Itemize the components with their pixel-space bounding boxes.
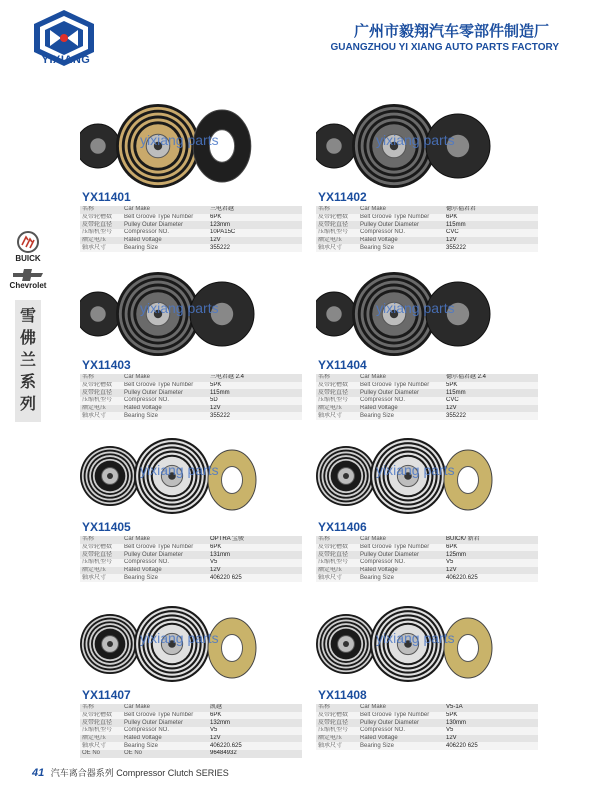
watermark-text: yixiang parts	[140, 300, 219, 316]
spec-value: 406220.625	[208, 742, 302, 750]
spec-label-cn: 额定电压	[80, 735, 122, 743]
spec-row	[316, 389, 538, 397]
spec-value: 12V	[208, 237, 302, 245]
spec-row	[80, 374, 302, 382]
spec-row	[80, 229, 302, 237]
spec-label-cn: 名称	[80, 206, 122, 214]
spec-value: 96484932	[208, 750, 302, 758]
product-photo	[80, 432, 302, 518]
spec-value: 406220.625	[444, 574, 538, 582]
spec-label-en: Compressor NO.	[122, 397, 208, 405]
spec-label-cn: 皮带轮槽数	[80, 214, 122, 222]
spec-row	[316, 412, 538, 420]
spec-label-cn: 压缩机型号	[80, 397, 122, 405]
spec-label-en: Rated Voltage	[122, 237, 208, 245]
spec-label-en: Rated Voltage	[122, 735, 208, 743]
spec-label-cn: 压缩机型号	[316, 229, 358, 237]
spec-label-cn: 名称	[80, 374, 122, 382]
spec-label-en: Belt Groove Type Number	[122, 382, 208, 390]
spec-table	[316, 704, 538, 750]
spec-label-cn: 名称	[316, 704, 358, 712]
spec-label-en: Compressor NO.	[358, 229, 444, 237]
spec-table	[316, 374, 538, 420]
spec-table	[80, 374, 302, 420]
pulley-disc-icon	[316, 614, 376, 674]
spec-label-cn: 额定电压	[80, 405, 122, 413]
spec-value: 6PK	[208, 544, 302, 552]
spec-label-cn: 皮带轮槽数	[316, 544, 358, 552]
spec-label-en: Pulley Outer Diameter	[122, 551, 208, 559]
pulley-disc-icon	[316, 446, 376, 506]
chevrolet-bowtie-icon	[13, 269, 43, 281]
spec-label-cn: 名称	[316, 374, 358, 382]
spec-table	[316, 536, 538, 582]
spec-label-cn: 皮带轮直径	[316, 221, 358, 229]
spec-row	[316, 567, 538, 575]
spec-row	[80, 382, 302, 390]
spec-label-en: Pulley Outer Diameter	[122, 221, 208, 229]
spec-row	[80, 750, 302, 758]
spec-label-en: Compressor NO.	[358, 559, 444, 567]
spec-row	[80, 397, 302, 405]
spec-label-en: Belt Groove Type Number	[358, 214, 444, 222]
spec-value: 5PK	[208, 382, 302, 390]
spec-row	[316, 719, 538, 727]
spec-label-cn: 压缩机型号	[316, 727, 358, 735]
chevrolet-label: Chevrolet	[9, 281, 47, 290]
watermark-text: yixiang parts	[140, 132, 219, 148]
spec-label-en: Bearing Size	[122, 412, 208, 420]
spec-row	[316, 237, 538, 245]
watermark-text: yixiang parts	[376, 132, 455, 148]
spec-value: 115mm	[444, 221, 538, 229]
product-card	[316, 432, 538, 582]
spec-label-en: Pulley Outer Diameter	[358, 221, 444, 229]
spec-row	[80, 389, 302, 397]
spec-value: 5D	[208, 397, 302, 405]
product-card	[80, 102, 302, 252]
spec-label-en: Belt Groove Type Number	[122, 712, 208, 720]
spec-label-cn: 皮带轮槽数	[316, 214, 358, 222]
brand-sidebar	[6, 230, 50, 422]
armature-plate-icon	[80, 124, 120, 168]
spec-value: OPTRA 宝骏	[208, 536, 302, 544]
spec-label-cn: 轴承尺寸	[316, 574, 358, 582]
spec-value: 130mm	[444, 719, 538, 727]
spec-label-en: Bearing Size	[358, 244, 444, 252]
spec-label-cn: 压缩机型号	[80, 559, 122, 567]
spec-label-en: Belt Groove Type Number	[358, 544, 444, 552]
spec-label-en: OE No	[122, 750, 208, 758]
model-number: YX11408	[318, 688, 367, 702]
spec-label-en: Car Make	[358, 374, 444, 382]
logo-wordmark: YIXIANG	[41, 54, 91, 66]
footer-series-title: 汽车离合器系列 Compressor Clutch SERIES	[50, 768, 229, 778]
product-photo	[80, 600, 302, 686]
spec-value: 406220 625	[444, 742, 538, 750]
spec-label-en: Bearing Size	[122, 574, 208, 582]
spec-label-en: Car Make	[122, 374, 208, 382]
spec-row	[80, 206, 302, 214]
product-card	[316, 102, 538, 252]
spec-row	[316, 735, 538, 743]
coil-ring-icon	[444, 618, 492, 678]
product-photo	[80, 270, 302, 356]
spec-label-cn: 皮带轮槽数	[316, 712, 358, 720]
watermark-text: yixiang parts	[140, 462, 219, 478]
spec-label-cn: 轴承尺寸	[316, 742, 358, 750]
spec-label-cn: 额定电压	[80, 567, 122, 575]
spec-value: 12V	[208, 405, 302, 413]
spec-row	[316, 536, 538, 544]
spec-label-en: Compressor NO.	[122, 559, 208, 567]
spec-value: 12V	[444, 735, 538, 743]
spec-label-cn: 轴承尺寸	[80, 244, 122, 252]
spec-value: V5	[208, 559, 302, 567]
page-number: 41	[32, 767, 45, 779]
product-card	[80, 432, 302, 582]
spec-label-en: Car Make	[122, 536, 208, 544]
coil-ring-icon	[208, 450, 256, 510]
coil-ring-icon	[444, 450, 492, 510]
spec-label-cn: 名称	[80, 536, 122, 544]
product-photo	[316, 600, 538, 686]
spec-label-en: Rated Voltage	[358, 735, 444, 743]
spec-row	[316, 244, 538, 252]
spec-row	[80, 412, 302, 420]
series-label	[15, 300, 41, 422]
spec-label-en: Compressor NO.	[122, 229, 208, 237]
spec-label-en: Bearing Size	[358, 412, 444, 420]
model-number: YX11401	[82, 190, 131, 204]
spec-value: 三电君越	[208, 206, 302, 214]
buick-logo-icon	[17, 230, 39, 254]
spec-value: 355222	[208, 244, 302, 252]
spec-label-en: Pulley Outer Diameter	[358, 551, 444, 559]
series-char: 系	[19, 374, 36, 391]
spec-label-en: Rated Voltage	[358, 405, 444, 413]
spec-label-cn: 轴承尺寸	[80, 742, 122, 750]
spec-value: 6PK	[444, 544, 538, 552]
spec-row	[80, 704, 302, 712]
spec-row	[316, 229, 538, 237]
spec-label-cn: 轴承尺寸	[80, 412, 122, 420]
spec-value: BUICK/ 新君	[444, 536, 538, 544]
spec-value: 德尔福君越 2.4	[444, 374, 538, 382]
watermark-text: yixiang parts	[140, 630, 219, 646]
spec-label-en: Compressor NO.	[358, 727, 444, 735]
spec-label-cn: 皮带轮槽数	[80, 382, 122, 390]
spec-row	[316, 704, 538, 712]
company-name-english: GUANGZHOU YI XIANG AUTO PARTS FACTORY	[330, 42, 559, 53]
spec-row	[316, 221, 538, 229]
spec-label-en: Pulley Outer Diameter	[122, 719, 208, 727]
spec-label-en: Belt Groove Type Number	[122, 214, 208, 222]
spec-label-cn: 皮带轮直径	[80, 221, 122, 229]
spec-label-cn: 额定电压	[316, 567, 358, 575]
spec-value: 131mm	[208, 551, 302, 559]
spec-value: 10PA15C	[208, 229, 302, 237]
spec-value: 406220 625	[208, 574, 302, 582]
spec-label-cn: 皮带轮槽数	[316, 382, 358, 390]
spec-value: 115mm	[208, 389, 302, 397]
product-card	[316, 270, 538, 420]
armature-plate-icon	[316, 292, 356, 336]
spec-row	[316, 712, 538, 720]
product-card	[80, 600, 302, 758]
spec-row	[80, 574, 302, 582]
spec-row	[80, 712, 302, 720]
spec-label-en: Compressor NO.	[358, 397, 444, 405]
spec-label-en: Pulley Outer Diameter	[358, 719, 444, 727]
spec-value: 125mm	[444, 551, 538, 559]
spec-value: 6PK	[208, 214, 302, 222]
spec-value: V5	[208, 727, 302, 735]
spec-label-cn: 轴承尺寸	[316, 412, 358, 420]
spec-label-en: Pulley Outer Diameter	[122, 389, 208, 397]
product-photo	[316, 102, 538, 188]
spec-row	[80, 735, 302, 743]
product-photo	[80, 102, 302, 188]
series-char: 佛	[19, 330, 36, 347]
spec-label-cn: 皮带轮槽数	[80, 544, 122, 552]
spec-value: 12V	[208, 567, 302, 575]
spec-row	[316, 544, 538, 552]
spec-row	[80, 237, 302, 245]
spec-row	[316, 727, 538, 735]
spec-label-cn: 皮带轮直径	[316, 389, 358, 397]
spec-table	[80, 536, 302, 582]
spec-label-en: Bearing Size	[122, 244, 208, 252]
spec-label-en: Compressor NO.	[122, 727, 208, 735]
spec-value: 355222	[444, 244, 538, 252]
model-number: YX11403	[82, 358, 131, 372]
coil-ring-icon	[208, 618, 256, 678]
spec-label-cn: 名称	[316, 206, 358, 214]
company-name-chinese: 广州市毅翔汽车零部件制造厂	[353, 23, 549, 40]
spec-label-cn: 轴承尺寸	[316, 244, 358, 252]
spec-value: 6PK	[444, 214, 538, 222]
spec-value: 凯越	[208, 704, 302, 712]
buick-label: BUICK	[15, 254, 41, 263]
spec-row	[316, 397, 538, 405]
spec-row	[80, 536, 302, 544]
spec-row	[316, 374, 538, 382]
product-photo	[316, 432, 538, 518]
spec-label-en: Pulley Outer Diameter	[358, 389, 444, 397]
spec-value: 355222	[444, 412, 538, 420]
watermark-text: yixiang parts	[376, 300, 455, 316]
pulley-disc-icon	[80, 446, 140, 506]
spec-label-en: Car Make	[358, 704, 444, 712]
spec-label-cn: 名称	[80, 704, 122, 712]
spec-label-en: Rated Voltage	[122, 405, 208, 413]
spec-row	[316, 742, 538, 750]
product-card	[316, 600, 538, 750]
spec-label-en: Rated Voltage	[358, 567, 444, 575]
spec-value: 12V	[444, 405, 538, 413]
spec-value: 12V	[444, 237, 538, 245]
series-char: 列	[19, 396, 36, 413]
model-number: YX11406	[318, 520, 367, 534]
model-number: YX11405	[82, 520, 131, 534]
spec-value: 132mm	[208, 719, 302, 727]
spec-label-en: Car Make	[358, 206, 444, 214]
spec-label-en: Car Make	[122, 704, 208, 712]
spec-table	[316, 206, 538, 252]
model-number: YX11407	[82, 688, 131, 702]
spec-row	[80, 742, 302, 750]
spec-label-en: Rated Voltage	[358, 237, 444, 245]
spec-value: 355222	[208, 412, 302, 420]
model-number: YX11404	[318, 358, 367, 372]
spec-table	[80, 704, 302, 758]
spec-row	[316, 559, 538, 567]
series-char: 雪	[19, 308, 36, 325]
spec-value: 三电君越 2.4	[208, 374, 302, 382]
spec-value: 5PK	[444, 712, 538, 720]
spec-label-en: Rated Voltage	[122, 567, 208, 575]
spec-row	[80, 567, 302, 575]
spec-label-cn: 额定电压	[316, 735, 358, 743]
page-footer	[32, 766, 229, 779]
spec-value: V5-1A	[444, 704, 538, 712]
spec-label-cn: 轴承尺寸	[80, 574, 122, 582]
spec-label-en: Car Make	[358, 536, 444, 544]
spec-label-cn: OE No	[80, 750, 122, 758]
spec-label-cn: 名称	[316, 536, 358, 544]
pulley-disc-icon	[80, 614, 140, 674]
watermark-text: yixiang parts	[376, 630, 455, 646]
spec-row	[80, 559, 302, 567]
model-number: YX11402	[318, 190, 367, 204]
spec-label-cn: 皮带轮直径	[316, 551, 358, 559]
spec-label-cn: 压缩机型号	[316, 559, 358, 567]
spec-label-cn: 额定电压	[80, 237, 122, 245]
spec-value: 6PK	[208, 712, 302, 720]
spec-label-cn: 压缩机型号	[80, 727, 122, 735]
spec-label-cn: 皮带轮直径	[80, 551, 122, 559]
spec-value: 5PK	[444, 382, 538, 390]
spec-value: 123mm	[208, 221, 302, 229]
watermark-text: yixiang parts	[376, 462, 455, 478]
spec-label-cn: 额定电压	[316, 405, 358, 413]
spec-label-cn: 额定电压	[316, 237, 358, 245]
spec-label-en: Car Make	[122, 206, 208, 214]
spec-value: 12V	[208, 735, 302, 743]
spec-label-en: Bearing Size	[122, 742, 208, 750]
spec-label-cn: 皮带轮直径	[80, 719, 122, 727]
spec-value: V5	[444, 559, 538, 567]
spec-label-en: Belt Groove Type Number	[122, 544, 208, 552]
spec-row	[316, 405, 538, 413]
spec-row	[316, 574, 538, 582]
armature-plate-icon	[316, 124, 356, 168]
spec-row	[316, 551, 538, 559]
spec-label-cn: 皮带轮直径	[80, 389, 122, 397]
spec-label-cn: 皮带轮槽数	[80, 712, 122, 720]
spec-row	[80, 544, 302, 552]
spec-table	[80, 206, 302, 252]
spec-label-en: Bearing Size	[358, 574, 444, 582]
spec-row	[316, 214, 538, 222]
spec-label-en: Bearing Size	[358, 742, 444, 750]
page-header	[0, 0, 589, 78]
spec-value: CVC	[444, 397, 538, 405]
spec-row	[316, 382, 538, 390]
spec-label-cn: 压缩机型号	[80, 229, 122, 237]
spec-row	[80, 719, 302, 727]
spec-row	[80, 214, 302, 222]
spec-row	[80, 244, 302, 252]
spec-label-cn: 压缩机型号	[316, 397, 358, 405]
spec-row	[80, 727, 302, 735]
product-photo	[316, 270, 538, 356]
spec-value: 12V	[444, 567, 538, 575]
spec-value: CVC	[444, 229, 538, 237]
spec-row	[80, 221, 302, 229]
spec-label-en: Belt Groove Type Number	[358, 382, 444, 390]
spec-value: 115mm	[444, 389, 538, 397]
spec-label-cn: 皮带轮直径	[316, 719, 358, 727]
series-char: 兰	[19, 352, 36, 369]
spec-value: V5	[444, 727, 538, 735]
spec-row	[80, 551, 302, 559]
spec-row	[80, 405, 302, 413]
spec-label-en: Belt Groove Type Number	[358, 712, 444, 720]
spec-row	[316, 206, 538, 214]
spec-value: 德尔福君君	[444, 206, 538, 214]
armature-plate-icon	[80, 292, 120, 336]
product-card	[80, 270, 302, 420]
